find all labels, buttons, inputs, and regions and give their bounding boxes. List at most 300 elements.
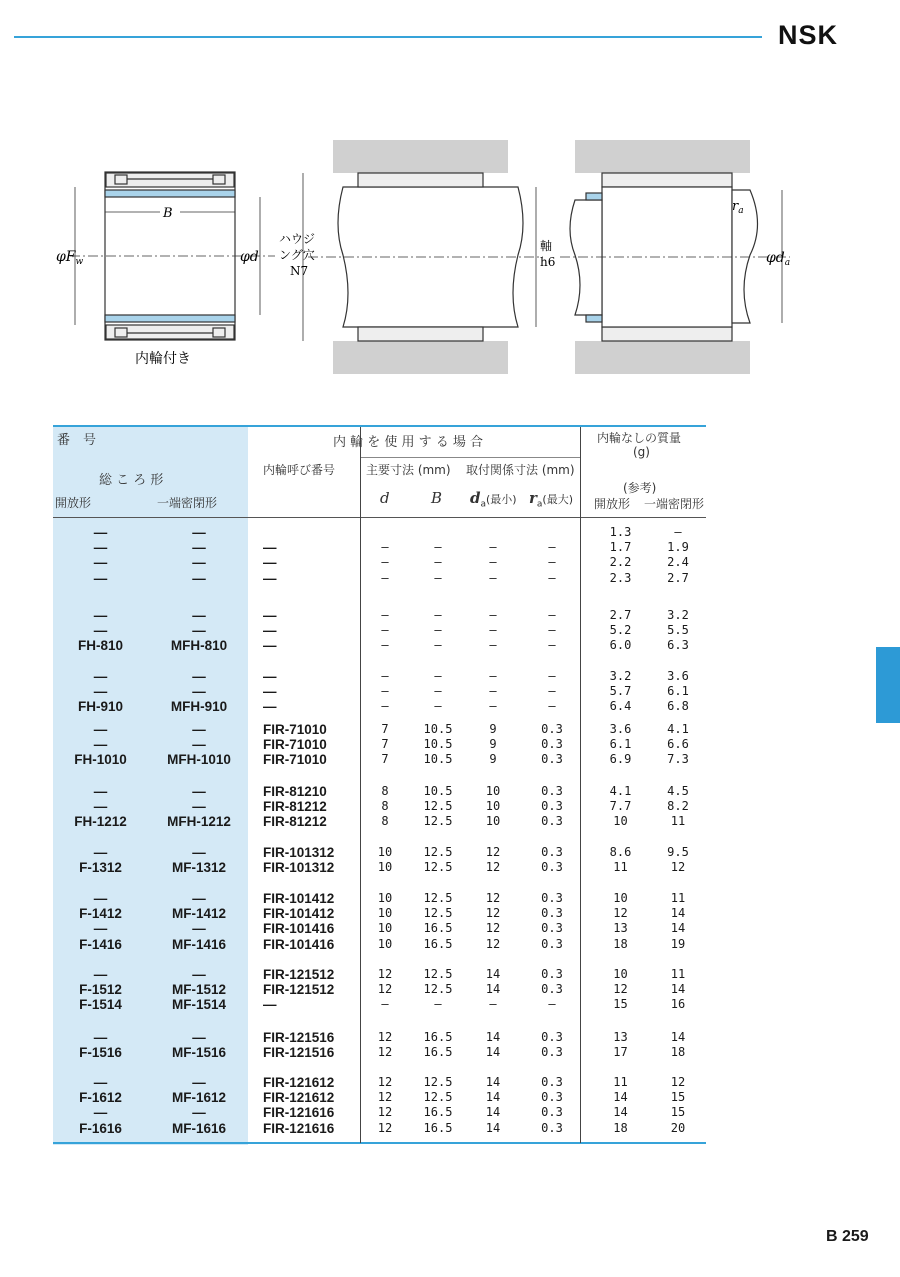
housing-label-1: ハウジ [279, 232, 316, 246]
dimension-table [53, 425, 706, 1145]
table-cell-d [371, 967, 399, 1013]
cell-value: FH-1010 [74, 752, 127, 768]
cell-value: — [263, 570, 277, 586]
cell-value: 8 [381, 784, 389, 798]
cell-value: — [93, 669, 108, 684]
label-ra: $r_a$ [732, 199, 744, 216]
cell-value: 0.3 [541, 906, 563, 921]
table-cell-mass-closed [653, 967, 703, 1013]
cell-value: 12.5 [423, 906, 453, 921]
table-cell-open [53, 784, 148, 830]
cell-value: — [489, 570, 497, 585]
cell-value: 6.0 [609, 638, 632, 653]
table-cell-ra [528, 540, 576, 586]
cell-value: — [192, 540, 206, 556]
cell-value: 12 [670, 860, 686, 875]
table-cell-open [53, 845, 148, 875]
header-open: 開放形 [55, 496, 92, 510]
cell-value: 6.1 [609, 737, 632, 752]
cell-value: 14 [670, 982, 686, 997]
cell-value: 10 [485, 784, 501, 798]
table-top-rule [53, 425, 706, 427]
table-cell-open [53, 1030, 148, 1060]
table-cell-da [473, 1075, 513, 1136]
cell-value: — [381, 699, 389, 714]
cell-value: FIR-121612 [263, 1090, 335, 1106]
cell-value: — [192, 1105, 206, 1121]
cell-value: 12 [377, 1120, 393, 1135]
cell-value: FH-910 [77, 699, 123, 715]
cell-value: 5.2 [609, 623, 632, 638]
table-cell-closed [150, 608, 248, 654]
cell-value: MFH-1010 [167, 752, 231, 768]
divider-sub [361, 457, 580, 458]
cell-value: 13 [613, 1030, 628, 1044]
cell-value: FIR-121612 [263, 1075, 335, 1090]
cell-value: — [434, 555, 442, 570]
table-cell-mass-open [598, 669, 643, 715]
cell-value: 10 [613, 891, 628, 905]
cell-value: 0.3 [541, 845, 563, 859]
cell-value: 12.5 [423, 814, 453, 829]
cell-value: — [381, 684, 389, 699]
cell-value: 7 [381, 737, 389, 752]
cell-value: — [434, 669, 442, 683]
cell-value: 20 [670, 1120, 686, 1135]
cell-value: FH-1212 [74, 814, 127, 830]
cell-value: — [489, 608, 497, 622]
cell-value: FIR-121616 [263, 1105, 335, 1121]
cell-value: FIR-121516 [263, 1030, 335, 1045]
cell-value: 10 [485, 799, 501, 814]
cell-value: — [381, 638, 389, 653]
table-cell-mass-open [598, 608, 643, 654]
cell-value: FIR-71010 [263, 737, 327, 753]
cell-value: 0.3 [541, 1090, 563, 1105]
cell-value: 10.5 [423, 752, 453, 767]
cell-value: MF-1312 [171, 860, 227, 876]
cell-value: — [93, 555, 108, 571]
cell-value: FIR-71010 [263, 752, 327, 768]
cell-value: — [548, 608, 556, 622]
table-cell-mass-open [598, 1075, 643, 1136]
table-cell-inner [253, 669, 358, 715]
table-cell-inner [253, 891, 358, 952]
cell-value: 12 [613, 906, 628, 921]
cell-value: — [192, 921, 206, 937]
cell-value: 12 [377, 967, 393, 981]
table-cell-inner [253, 1075, 358, 1136]
table-cell-B [413, 891, 463, 952]
cell-value: 3.2 [609, 669, 632, 683]
table-cell-inner [253, 608, 358, 654]
table-cell-mass-closed [653, 669, 703, 715]
table-cell-ra [528, 669, 576, 715]
cell-value: 0.3 [541, 1045, 563, 1060]
cell-value: MFH-810 [170, 638, 228, 654]
cell-value: 3.6 [667, 669, 689, 683]
table-cell-ra [528, 967, 576, 1013]
cell-value: 12 [485, 860, 501, 875]
cell-value: 14 [485, 1075, 501, 1089]
cell-value: 1.3 [609, 525, 632, 539]
cell-value: — [548, 997, 556, 1012]
cell-value: — [489, 638, 497, 653]
cell-value: 14 [485, 1120, 501, 1135]
cell-value: — [381, 540, 389, 555]
cell-value: 6.9 [609, 752, 632, 767]
shaft-label-2: h6 [540, 255, 556, 269]
cell-value: 10.5 [423, 737, 453, 752]
cell-value: — [93, 540, 108, 556]
cell-value: FIR-101416 [263, 936, 335, 952]
cell-value: — [93, 684, 108, 700]
cell-value: 12 [485, 891, 501, 905]
cell-value: — [93, 570, 108, 586]
cell-value: 8.2 [667, 799, 689, 814]
cell-value: 14 [613, 1090, 628, 1105]
table-cell-closed [150, 525, 248, 586]
table-cell-da [473, 784, 513, 830]
cell-value: — [93, 1030, 108, 1045]
table-cell-inner [253, 1030, 358, 1060]
table-cell-ra [528, 722, 576, 768]
cell-value: 2.3 [609, 570, 632, 585]
divider-inner [360, 427, 361, 1143]
cell-value: — [192, 737, 206, 753]
cell-value: 0.3 [541, 1075, 563, 1089]
cell-value: — [192, 684, 206, 700]
cell-value: 12.5 [423, 845, 453, 859]
header-ra: $r_a$(最大) [529, 489, 574, 510]
cell-value: — [489, 555, 497, 570]
cell-value: 4.1 [667, 722, 689, 736]
cell-value: FIR-121512 [263, 982, 335, 998]
cell-value: 6.1 [667, 684, 689, 699]
cell-value: — [192, 525, 206, 540]
cell-value: 0.3 [541, 1120, 563, 1135]
cell-value: 1.9 [667, 540, 689, 555]
divider-mass [580, 427, 581, 1143]
label-fw: $\varphi F_w$ [56, 249, 84, 267]
header-mass-closed: 一端密閉形 [644, 497, 705, 511]
cell-value: — [381, 623, 389, 638]
cell-value: 0.3 [541, 1030, 563, 1044]
table-cell-B [413, 669, 463, 715]
cell-value: 10.5 [423, 784, 453, 798]
table-cell-B [413, 784, 463, 830]
cell-value: 3.6 [609, 722, 632, 736]
header-number: 番 号 [57, 433, 97, 448]
mounting-drawing [560, 140, 790, 374]
cell-value: 14 [485, 982, 501, 997]
cell-value: — [434, 699, 442, 714]
cell-value: FH-810 [77, 638, 123, 654]
cell-value: 0.3 [541, 752, 563, 767]
housing-label-2: ング穴 [279, 248, 315, 262]
cell-value: — [192, 1030, 206, 1045]
cell-value: 12 [377, 1090, 393, 1105]
cell-value: 0.3 [541, 936, 563, 951]
cell-value: 5.7 [609, 684, 632, 699]
cell-value: — [93, 967, 108, 982]
table-cell-d [371, 1030, 399, 1060]
cell-value: — [489, 540, 497, 555]
cell-value: 10 [377, 860, 393, 875]
cell-value: 9 [489, 737, 497, 752]
cell-value: 0.3 [541, 814, 563, 829]
table-cell-inner [253, 845, 358, 875]
table-cell-mass-open [598, 1030, 643, 1060]
cell-value: 5.5 [667, 623, 689, 638]
diagram-inner-ring [50, 160, 290, 375]
section-tab [876, 647, 900, 723]
table-cell-mass-closed [653, 525, 703, 586]
cell-value: — [192, 967, 206, 982]
cell-value: FIR-101312 [263, 860, 335, 876]
cell-value: 18 [670, 1045, 686, 1060]
cell-value: 4.1 [609, 784, 632, 798]
diagram-caption: 内輪付き [135, 351, 191, 367]
shaft-label-1: 軸 [540, 239, 553, 253]
housing-label-3: N7 [290, 264, 309, 278]
table-cell-d [371, 891, 399, 952]
table-cell-closed [150, 1075, 248, 1136]
cell-value: 15 [670, 1090, 686, 1105]
cell-value: — [489, 699, 497, 714]
cell-value: — [93, 1105, 108, 1121]
cell-value: FIR-121516 [263, 1045, 335, 1061]
table-cell-B [413, 845, 463, 875]
cell-value: 12 [670, 1075, 686, 1089]
cell-value: 10 [377, 891, 393, 905]
cell-value: 10 [377, 936, 393, 951]
header-full-complement: 総 こ ろ 形 [99, 473, 164, 488]
table-cell-closed [150, 891, 248, 952]
cell-value: FIR-81212 [263, 799, 327, 815]
cell-value: 14 [670, 906, 686, 921]
table-cell-d [371, 540, 399, 586]
cell-value: 16.5 [423, 1030, 453, 1044]
cell-value: 0.3 [541, 799, 563, 814]
header-da: $d_a$(最小) [470, 489, 517, 510]
cell-value: — [93, 891, 108, 906]
table-cell-mass-open [598, 525, 643, 586]
cell-value: — [263, 699, 277, 715]
header-inner-ring-number: 内輪呼び番号 [263, 463, 336, 477]
table-cell-B [413, 608, 463, 654]
cell-value: — [548, 684, 556, 699]
cell-value: — [489, 684, 497, 699]
table-cell-d [371, 1075, 399, 1136]
table-cell-da [473, 540, 513, 586]
cell-value: 3.2 [667, 608, 689, 622]
cell-value: 18 [613, 1120, 628, 1135]
cell-value: — [434, 997, 442, 1012]
cell-value: 12.5 [423, 967, 453, 981]
header-closed: 一端密閉形 [157, 496, 218, 510]
cell-value: MF-1412 [171, 906, 227, 922]
cell-value: — [93, 1075, 108, 1090]
cell-value: 0.3 [541, 921, 563, 936]
cell-value: 15 [670, 1105, 686, 1120]
label-da: $\varphi d_a$ [766, 250, 791, 268]
cell-value: F-1516 [79, 1045, 122, 1061]
cell-value: 0.3 [541, 737, 563, 752]
cell-value: 8 [381, 814, 389, 829]
table-cell-open [53, 891, 148, 952]
cell-value: — [434, 608, 442, 622]
table-cell-B [413, 1030, 463, 1060]
cell-value: 12.5 [423, 891, 453, 905]
cell-value: — [93, 608, 108, 623]
table-cell-mass-open [598, 845, 643, 875]
cell-value: 1.7 [609, 540, 632, 555]
cell-value: — [434, 540, 442, 555]
cell-value: 6.3 [667, 638, 689, 653]
cell-value: 0.3 [541, 860, 563, 875]
cell-value: — [93, 525, 108, 540]
cell-value: 7 [381, 752, 389, 767]
table-cell-closed [150, 722, 248, 768]
cell-value: 7.7 [609, 799, 632, 814]
cell-value: FIR-121512 [263, 967, 335, 982]
cell-value: 9.5 [667, 845, 689, 859]
cell-value: 15 [613, 997, 628, 1012]
cell-value: 7 [381, 722, 389, 736]
header-inner-ring-use: 内 輪 を 使 用 す る 場 合 [333, 435, 484, 450]
table-cell-closed [150, 669, 248, 715]
cell-value: MF-1512 [171, 982, 227, 998]
table-cell-da [473, 1030, 513, 1060]
header-rule [14, 36, 762, 38]
table-cell-mass-open [598, 784, 643, 830]
table-cell-B [413, 540, 463, 586]
table-cell-closed [150, 845, 248, 875]
cell-value: 16.5 [423, 1045, 453, 1060]
cell-value: — [192, 845, 206, 860]
cell-value: — [548, 555, 556, 570]
header-d: d [380, 489, 390, 507]
cell-value: 11 [670, 814, 686, 829]
cell-value: 0.3 [541, 982, 563, 997]
cell-value: 12.5 [423, 799, 453, 814]
cell-value: 0.3 [541, 891, 563, 905]
cell-value: — [93, 722, 108, 737]
cell-value: FIR-101412 [263, 906, 335, 922]
cell-value: — [93, 623, 108, 639]
cell-value: 12 [485, 845, 501, 859]
cell-value: 10 [377, 906, 393, 921]
header-mass-ref: (参考) [623, 481, 657, 495]
cell-value: 12 [377, 1105, 393, 1120]
table-cell-da [473, 967, 513, 1013]
header-mass-unit: (g) [633, 445, 650, 459]
header-main-dims: 主要寸法 (mm) [366, 463, 451, 477]
cell-value: F-1416 [79, 936, 122, 952]
table-cell-mass-closed [653, 891, 703, 952]
cell-value: 12 [485, 921, 501, 936]
table-cell-inner [253, 540, 358, 586]
header-mount-dims: 取付関係寸法 (mm) [466, 463, 575, 477]
table-cell-da [473, 608, 513, 654]
cell-value: FIR-101312 [263, 845, 335, 860]
header-mass-open: 開放形 [594, 497, 631, 511]
cell-value: — [192, 669, 206, 684]
cell-value: 0.3 [541, 967, 563, 981]
cell-value: 14 [485, 1045, 501, 1060]
header-b: B [431, 489, 443, 507]
cell-value: — [93, 784, 108, 799]
cell-value: 16.5 [423, 921, 453, 936]
table-cell-d [371, 784, 399, 830]
header-mass: 内輪なしの質量 [597, 431, 682, 445]
table-cell-mass-closed [653, 1075, 703, 1136]
cell-value: FIR-101416 [263, 921, 335, 937]
cell-value: 11 [670, 891, 686, 905]
table-cell-mass-closed [653, 722, 703, 768]
table-cell-mass-open [598, 891, 643, 952]
cell-value: F-1312 [79, 860, 122, 876]
cell-value: — [381, 669, 389, 683]
header-rule [53, 517, 706, 518]
table-cell-inner [253, 722, 358, 768]
cell-value: — [263, 684, 277, 700]
cell-value: 6.4 [609, 699, 632, 714]
cell-value: 7.3 [667, 752, 689, 767]
cell-value: 14 [670, 921, 686, 936]
brand-logo: NSK [778, 20, 839, 50]
cell-value: — [192, 608, 206, 623]
cell-value: 14 [670, 1030, 686, 1044]
cell-value: — [192, 555, 206, 571]
table-cell-mass-open [598, 722, 643, 768]
cell-value: 12.5 [423, 1075, 453, 1089]
table-cell-ra [528, 1075, 576, 1136]
table-bottom-rule [53, 1142, 706, 1144]
table-cell-da [473, 722, 513, 768]
table-cell-da [473, 845, 513, 875]
table-cell-da [473, 669, 513, 715]
table-cell-mass-closed [653, 608, 703, 654]
diagram-mounting [560, 135, 800, 375]
cell-value: — [548, 540, 556, 555]
cell-value: 12 [485, 906, 501, 921]
cell-value: 18 [613, 936, 628, 951]
cell-value: 8.6 [609, 845, 632, 859]
cell-value: 12 [377, 982, 393, 997]
cell-value: 14 [485, 1105, 501, 1120]
label-b: B [163, 206, 173, 221]
cell-value: 11 [670, 967, 686, 981]
cell-value: 14 [485, 967, 501, 981]
cell-value: F-1612 [79, 1090, 122, 1106]
cell-value: 0.3 [541, 722, 563, 736]
table-cell-closed [150, 1030, 248, 1060]
cell-value: — [192, 1075, 206, 1090]
cell-value: 12 [377, 1075, 393, 1089]
cell-value: — [381, 570, 389, 585]
cell-value: 14 [485, 1090, 501, 1105]
cell-value: MF-1616 [171, 1120, 227, 1136]
cell-value: 11 [613, 1075, 628, 1089]
cell-value: MF-1612 [171, 1090, 227, 1106]
cell-value: FIR-81212 [263, 814, 327, 830]
cell-value: 4.5 [667, 784, 689, 798]
cell-value: 2.4 [667, 555, 689, 570]
cell-value: — [263, 623, 277, 639]
cell-value: — [381, 608, 389, 622]
